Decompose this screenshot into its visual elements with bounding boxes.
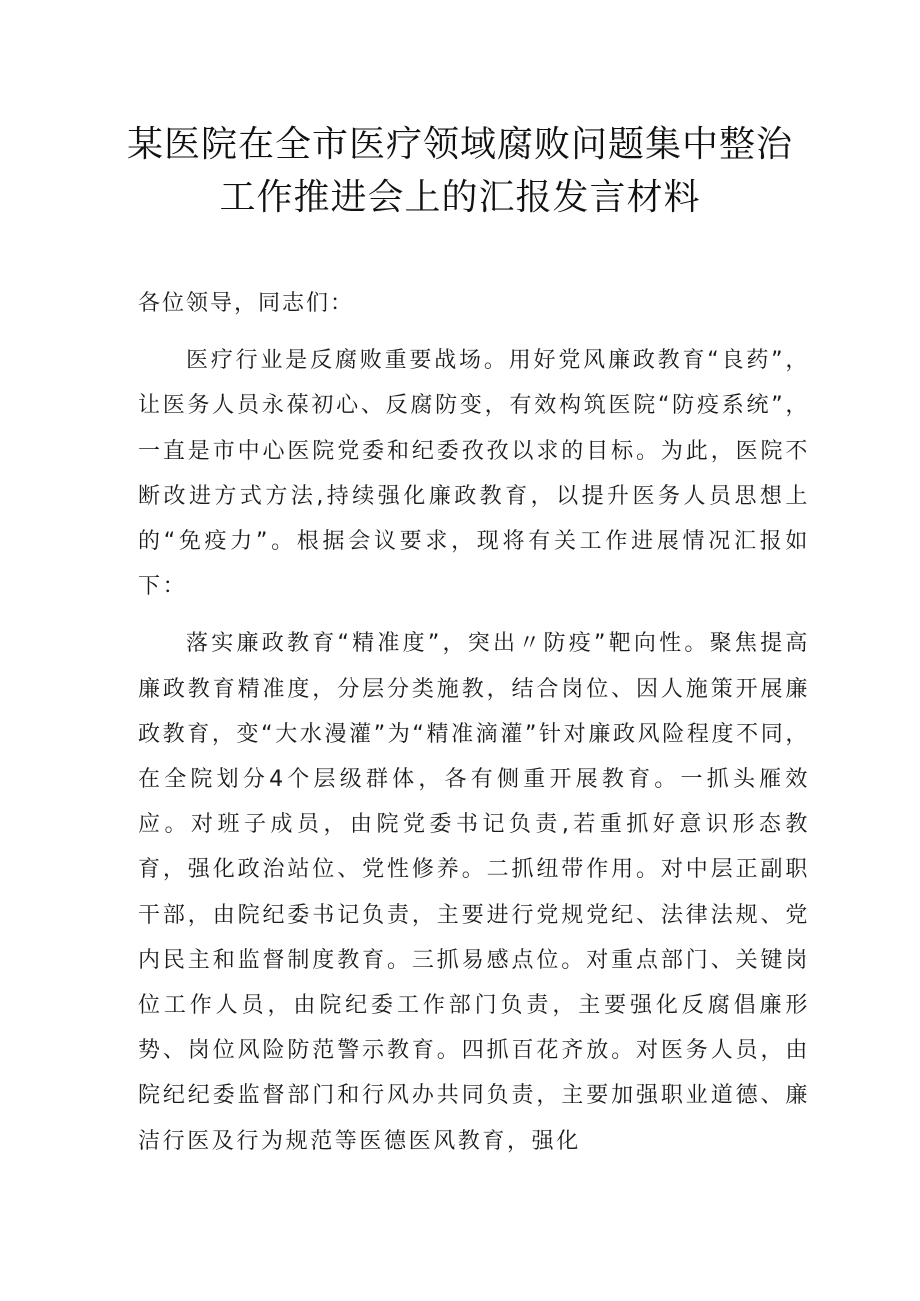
paragraph-education: 落实廉政教育“精准度”，突出〃防疫”靶向性。聚焦提高廉政教育精准度，分层分类施教，结合岗位、因人施策开展廉政教育，变“大水漫灌”为“精准滴灌”针对廉政风险程度不同，在全院划分4个层级群体，各有侧重开展教育。一抓头雁效应。对班子成员，由院党委书记负责,若重抓好意识形态教育，强化政治站位、党性修养。二抓纽带作用。对中层正副职干部，由院纪委书记负责，主要进行党规党纪、法律法规、党内民主和监督制度教育。三抓易感点位。对重点部门、关键岗位工作人员，由院纪委工作部门负责，主要强化反腐倡廉形势、岗位风险防范警示教育。四抓百花齐放。对医务人员，由院纪纪委监督部门和行风办共同负责，主要加强职业道德、廉洁行医及行为规范等医德医风教育，强化 <box>138 631 810 1154</box>
paragraph-intro: 医疗行业是反腐败重要战场。用好党风廉政教育“良药”，让医务人员永葆初心、反腐防变，有效构筑医院“防疫系统”，一直是市中心医院党委和纪委孜孜以求的目标。为此，医院不断改进方式方法,持续强化廉政教育，以提升医务人员思想上的“免疫力”。根据会议要求，现将有关工作进展情况汇报如下： <box>138 348 810 600</box>
document-body <box>138 281 810 1164</box>
title-line-1: 某医院在全市医疗领域腐败问题集中整治 <box>126 124 793 165</box>
title-line-2: 工作推进会上的汇报发言材料 <box>219 177 701 218</box>
salutation: 各位领导，同志们： <box>138 291 355 316</box>
document-title <box>100 118 820 224</box>
